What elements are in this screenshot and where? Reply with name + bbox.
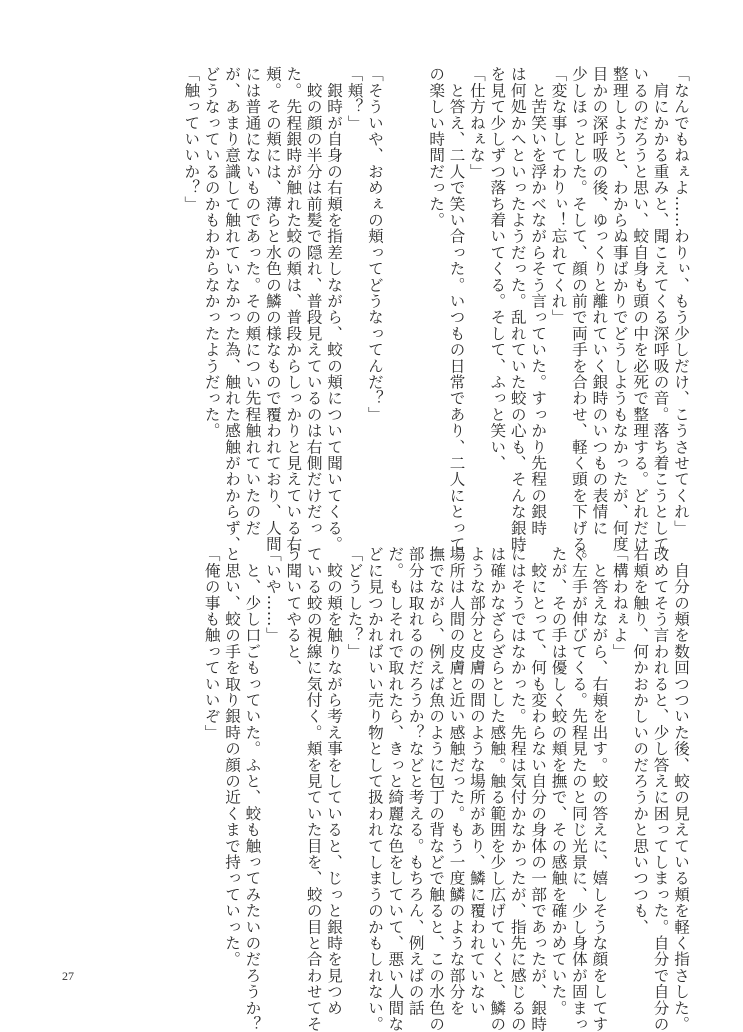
text-line: と答え、二人で笑い合った。いつもの日常であり、二人にとって (447, 66, 466, 552)
text-line: 「仕方ねぇな」 (467, 66, 486, 180)
text-line (385, 66, 405, 506)
text-line: 整理しようと、わからぬ事ばかりでどうしようもなかったが、何度 (610, 66, 629, 552)
text-line: にはそうではなかった。先程は気付かなかったが、指先に感じるの (508, 546, 527, 1032)
text-line: 改めてそう言われると、少し答えに困ってしまった。自分で自分の (651, 546, 670, 1032)
text-line (405, 66, 425, 506)
text-line: 「触っていいか？」 (182, 66, 201, 212)
text-line: を見て少しずつ落ち着いてくる。そして、ふっと笑い、 (488, 66, 507, 471)
text-line: ぐ左手が伸びてくる。先程見たのと同じ光景に、少し身体が固まっ (569, 546, 588, 1032)
text-line: 場所は人間の皮膚と近い感触だった。もう一度鱗のような部分を (447, 546, 466, 1016)
text-line: 「なんでもねぇよ……わりぃ、もう少しだけ、こうさせてくれ」 (672, 66, 690, 536)
text-line: 目かの深呼吸の後、ゆっくりと離れていく銀時のいつもの表情に (590, 66, 609, 536)
text-line: 蛟の頬を触りながら考え事をしていると、じっと銀時を見つめ (325, 546, 344, 1016)
text-line: いるのだろうと思い、蛟自身も頭の中を必死で整理する。どれだけ (631, 66, 650, 552)
text-line: は確かなざらざらとした感触。触る範囲を少し広げていくと、鱗の (488, 546, 507, 1032)
text-line: 「どうした？」 (345, 546, 364, 660)
text-line: 「俺の事も触っていいぞ」 (202, 546, 221, 741)
text-line: 部分は取れるのだろうか？などと考える。もちろん、例えばの話 (406, 546, 425, 1016)
text-line: 蛟の顔の半分は前髪で隠れ、普段見えているのは右側だけだっ (304, 66, 323, 536)
text-line: たが、その手は優しく蛟の頬を撫で、その感触を確かめていた。 (549, 546, 568, 1016)
text-line: と苦笑いを浮かべながらそう言っていた。すっかり先程の銀時 (529, 66, 548, 536)
text-line: ている蛟の視線に気付く。頬を見ていた目を、蛟の目と合わせてそ (304, 546, 323, 1032)
text-line: 「構わねぇよ」 (610, 546, 629, 660)
text-line: の楽しい時間だった。 (427, 66, 446, 228)
text-line: う聞いてやると、 (284, 546, 303, 676)
text-line: 「いや……」 (263, 546, 282, 644)
text-line: 蛟にとって、何も変わらない自分の身体の一部であったが、銀時 (529, 546, 548, 1032)
text-line: 少しほっとした。そして、顔の前で両手を合わせ、軽く頭を下げる。 (569, 66, 588, 569)
text-line: 「変な事してわりぃ！忘れてくれ」 (549, 66, 568, 326)
text-line: と、少し口ごもっていた。ふと、蛟も触ってみたいのだろうか？ (243, 546, 262, 1032)
text-line: 右頬を触り、何かおかしいのだろうかと思いつつも、 (631, 546, 650, 935)
text-line: と答えながら、右頬を出す。蛟の答えに、嬉しそうな顔をしてす (590, 546, 609, 1032)
text-line: た。先程銀時が触れた蛟の頬は、普段からしっかりと見えている右 (284, 66, 303, 552)
text-line: ような部分と皮膚の間のような場所があり、鱗に覆われていない (467, 546, 486, 1016)
text-line: 銀時が自身の右頬を指差しながら、蛟の頬について聞いてくる。 (325, 66, 344, 552)
page-number: 27 (62, 969, 74, 983)
text-line: 「そういや、おめぇの頬ってどうなってんだ？」 (365, 66, 384, 423)
text-line: 「頬？」 (345, 66, 364, 131)
text-line: には普通にないものであった。その頬につい先程触れていたのだ (243, 66, 262, 536)
text-line: どうなっているのかもわからなかったようだった。 (202, 66, 221, 439)
text-line: 肩にかかる重みと、聞こえてくる深呼吸の音。落ち着こうとして (651, 66, 670, 552)
text-line: と思い、蛟の手を取り銀時の顔の近くまで持っていった。 (223, 546, 242, 968)
text-line: 頬。その頬には、薄らと水色の鱗の様なもので覆われており、人間 (263, 66, 282, 552)
top-text-section (181, 66, 691, 569)
text-line: 撫でながら、例えば魚のように包丁の背などで触ると、この水色の (427, 546, 446, 1032)
text-line: は何処かへといったようだった。乱れていた蛟の心も、そんな銀時 (508, 66, 527, 552)
text-line: 自分の頬を数回つついた後、蛟の見えている頬を軽く指さした。 (672, 546, 690, 1032)
bottom-text-section (201, 546, 691, 1032)
text-line: どに見つかればいい売り物として扱われてしまうのかもしれない。 (365, 546, 384, 1032)
text-line: だ。もしそれで取れたら、きっと綺麗な色をしていて、悪い人間な (386, 546, 405, 1032)
text-line: が、あまり意識して触れていなかった為、触れた感触がわからず、 (223, 66, 242, 552)
